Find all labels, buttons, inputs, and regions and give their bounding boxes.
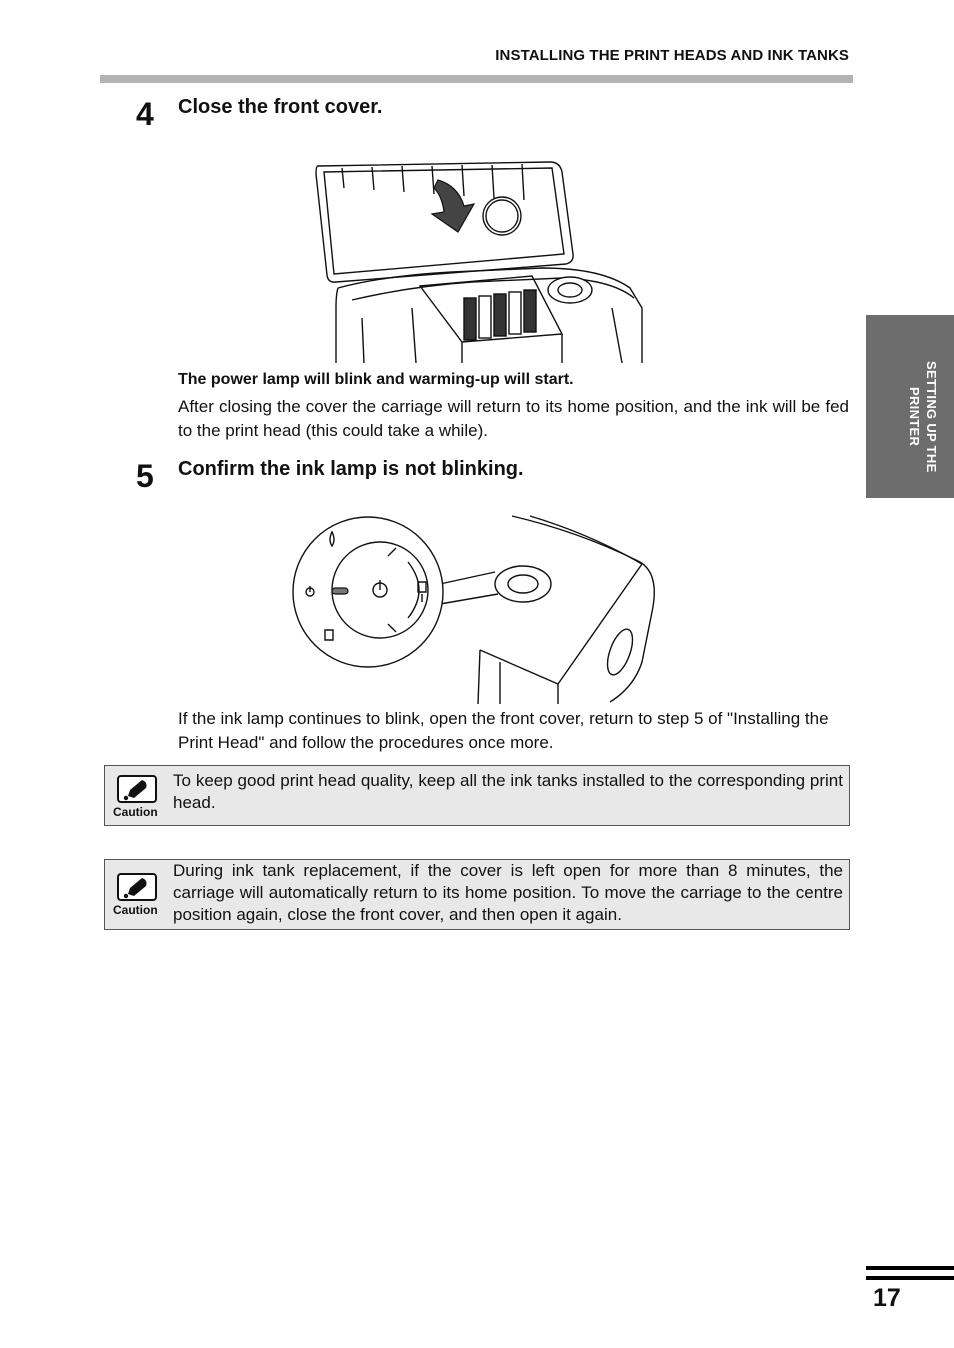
step-5-body: If the ink lamp continues to blink, open the front cover, return to step 5 of "Installing the Print Head" and follow the procedures once more. [178, 709, 829, 752]
step-4-number: 4 [136, 96, 154, 132]
section-side-tab [866, 315, 954, 498]
running-header: INSTALLING THE PRINT HEADS AND INK TANKS [495, 47, 849, 64]
caution-box-1 [104, 765, 850, 826]
step-4-note: The power lamp will blink and warming-up will start. [178, 371, 574, 388]
caution-text-2: During ink tank replacement, if the cover is left open for more than 8 minutes, the carriage will automatically return to its home position. To move the carriage to the centre position again, close the front cover, and then open it again. [173, 861, 843, 924]
header-rule [100, 75, 853, 83]
page-number-rule-top [866, 1266, 954, 1270]
step-5-number: 5 [136, 458, 154, 494]
side-tab-label: SETTING UP THE PRINTER [907, 360, 939, 473]
step-4-title: Close the front cover. [178, 96, 383, 118]
page-number-rule-bottom [866, 1276, 954, 1280]
page-number: 17 [873, 1284, 901, 1312]
caution-label: Caution [113, 805, 158, 819]
step-5-title: Confirm the ink lamp is not blinking. [178, 458, 524, 480]
caution-label: Caution [113, 903, 158, 917]
caution-text-1: To keep good print head quality, keep all the ink tanks installed to the corresponding print head. [173, 771, 843, 812]
caution-box-2 [104, 859, 850, 930]
printer-cover-illustration [312, 158, 647, 363]
step-4-body: After closing the cover the carriage will return to its home position, and the ink will be fed to the print head (this could take a while). [178, 397, 849, 440]
control-panel-illustration [290, 512, 660, 704]
